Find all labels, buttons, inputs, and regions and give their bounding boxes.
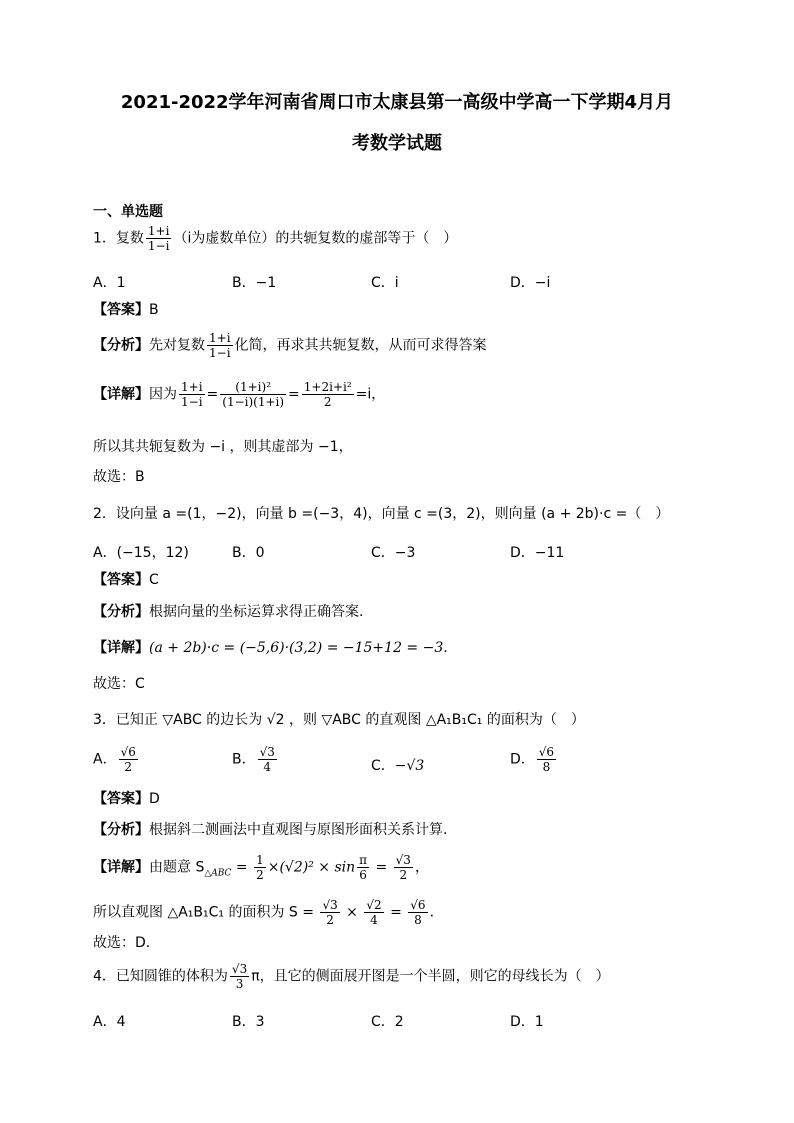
- q3-option-a-label: A．: [93, 751, 117, 768]
- q1-detail-fraction-2-numerator: (1+i)²: [220, 380, 286, 395]
- q3-answer: [93, 792, 160, 806]
- q1-analysis-suffix: 化简，再求其共轭复数，从而可求得答案: [234, 337, 487, 354]
- q2-choice: 故选：C: [93, 676, 145, 692]
- q3-line2-fraction-2: [364, 898, 383, 927]
- q2-detail-math: (a + 2b)·c = (−5,6)·(3,2) = −15+12 = −3.: [149, 640, 448, 656]
- q3-option-a-numerator: √6: [120, 745, 136, 759]
- q1-analysis-fraction: [207, 331, 233, 360]
- q3-option-b: [232, 745, 279, 774]
- q1-detail-fraction-2-denominator: (1−i)(1+i): [222, 395, 285, 409]
- q3-detail-fraction-3-denominator: 2: [399, 868, 408, 882]
- q4-option-b: B．3: [232, 1014, 265, 1030]
- q3-detail-fraction-3: [394, 853, 413, 882]
- q1-analysis-prefix: 先对复数: [149, 337, 205, 354]
- q1-analysis-fraction-denominator: 1−i: [209, 346, 231, 360]
- q1-analysis-fraction-numerator: 1+i: [209, 331, 231, 345]
- q3-detail-subscript: △ABC: [204, 868, 232, 879]
- q3-line2-fraction-3: [408, 898, 427, 927]
- q1-stem-suffix: （i为虚数单位）的共轭复数的虚部等于（ ）: [173, 230, 458, 247]
- q3-analysis-tag: 【分析】: [93, 822, 149, 838]
- document-title-line-2: 考数学试题: [352, 133, 442, 154]
- q1-detail-fraction-1-denominator: 1−i: [181, 395, 203, 409]
- q1-analysis-tag: 【分析】: [93, 337, 149, 354]
- q3-option-d: [510, 745, 558, 774]
- q3-detail-suffix: ，: [414, 859, 429, 876]
- q3-line2-fraction-2-denominator: 4: [370, 913, 378, 927]
- q3-option-d-label: D．: [510, 751, 535, 768]
- q1-option-c: C．i: [371, 275, 399, 291]
- q3-detail: [93, 853, 429, 882]
- q1-answer-tag: 【答案】: [93, 302, 149, 318]
- q3-line2-fraction-1: [320, 898, 339, 927]
- q1-answer: [93, 303, 159, 317]
- q3-line2-fraction-3-numerator: √6: [410, 898, 426, 912]
- q1-detail-fraction-1-numerator: 1+i: [181, 380, 203, 394]
- q1-detail-line-2: 所以其共轭复数为 −i ，则其虚部为 −1，: [93, 439, 353, 455]
- q3-option-a-denominator: 2: [124, 760, 133, 774]
- q3-option-b-label: B．: [232, 751, 256, 768]
- q2-analysis-tag: 【分析】: [93, 604, 149, 620]
- q4-fraction-numerator: √3: [231, 962, 248, 976]
- q3-detail-fraction-3-numerator: √3: [395, 853, 411, 867]
- q1-option-d: D．−i: [510, 275, 551, 291]
- q3-line2-fraction-3-denominator: 8: [414, 913, 422, 927]
- q2-option-c: C．−3: [371, 545, 416, 561]
- q4-stem-suffix: π，且它的侧面展开图是一个半圆，则它的母线长为（ ）: [251, 968, 610, 985]
- q3-option-a-fraction: [119, 745, 138, 774]
- q3-option-a: [93, 745, 140, 774]
- q3-detail-tag: 【详解】: [93, 859, 149, 876]
- q1-choice: 故选：B: [93, 469, 145, 485]
- q1-analysis: [93, 331, 487, 360]
- q1-detail-fraction-2: [220, 380, 286, 409]
- q3-line2-prefix: 所以直观图 △A₁B₁C₁ 的面积为 S =: [93, 904, 319, 921]
- q1-detail-fraction-3-denominator: 2: [323, 395, 332, 409]
- q3-detail-fraction-1-numerator: 1: [256, 853, 264, 867]
- q1-detail-fraction-1: [179, 380, 205, 409]
- q3-option-c: [371, 755, 424, 775]
- q1-fraction-numerator: 1+i: [147, 224, 170, 238]
- q4-stem-prefix: 4．已知圆锥的体积为: [93, 968, 228, 985]
- q4-fraction: [230, 962, 249, 991]
- q1-fraction-denominator: 1−i: [147, 239, 170, 253]
- q3-answer-value: D: [149, 791, 160, 807]
- question-3-stem: 3．已知正 ▽ABC 的边长为 √2 ，则 ▽ABC 的直观图 △A₁B₁C₁ 的面积为（ ）: [93, 712, 585, 728]
- q2-option-b: B．0: [232, 545, 265, 561]
- q1-option-b: B．−1: [232, 275, 277, 291]
- q4-option-a: A．4: [93, 1014, 126, 1030]
- q3-option-d-denominator: 8: [542, 760, 551, 774]
- q3-detail-product: ×(√2)² × sin: [267, 859, 356, 876]
- document-title-line-1: 2021-2022学年河南省周口市太康县第一高级中学高一下学期4月月: [120, 92, 674, 113]
- q3-detail-eq-1: =: [231, 859, 253, 876]
- q3-line2-fraction-2-numerator: √2: [366, 898, 382, 912]
- q2-option-a: A．(−15，12): [93, 545, 189, 561]
- q3-detail-eq-2: =: [371, 859, 392, 876]
- q2-answer-value: C: [149, 572, 159, 588]
- q2-analysis-text: 根据向量的坐标运算求得正确答案.: [149, 604, 364, 620]
- q3-line2-eq: =: [385, 904, 407, 921]
- q1-detail-prefix: 因为: [149, 386, 177, 403]
- q3-analysis: [93, 823, 447, 837]
- q3-answer-tag: 【答案】: [93, 791, 149, 807]
- q3-choice: 故选：D．: [93, 935, 160, 951]
- q3-option-c-value: −√3: [394, 758, 425, 774]
- q3-option-d-fraction: [537, 745, 556, 774]
- q1-detail: 【详解】因为 $\frac{1+i}{1-i}$ = $\frac{\text{(1+i)²}}{(1-i)(1+i)}$ = $\frac{\text{1+2i+i²}}{2}$ =i，: [93, 380, 386, 409]
- q3-detail-line-2: [93, 898, 444, 927]
- q2-option-d: D．−11: [510, 545, 565, 561]
- q1-answer-value: B: [149, 302, 159, 318]
- q2-detail-tag: 【详解】: [93, 640, 149, 656]
- q3-detail-fraction-1: [254, 853, 266, 882]
- q1-detail-fraction-3: [302, 380, 354, 409]
- q1-option-a: A．1: [93, 275, 126, 291]
- q3-detail-fraction-2-numerator: π: [359, 853, 368, 867]
- q1-fraction: [146, 224, 172, 253]
- q4-option-c: C．2: [371, 1014, 404, 1030]
- q3-detail-prefix: 由题意 S: [149, 859, 205, 876]
- q1-detail-suffix: =i，: [355, 386, 386, 403]
- q3-option-c-label: C．: [371, 758, 395, 774]
- q3-detail-fraction-2: [357, 853, 369, 882]
- q1-stem-prefix: 1．复数: [93, 230, 144, 247]
- q3-option-d-numerator: √6: [538, 745, 555, 759]
- q2-answer-tag: 【答案】: [93, 572, 149, 588]
- question-1-stem: [93, 224, 457, 253]
- q4-fraction-denominator: 3: [235, 977, 244, 991]
- question-4-stem: [93, 962, 610, 991]
- q3-analysis-text: 根据斜二测画法中直观图与原图形面积关系计算.: [149, 822, 448, 838]
- question-2-stem: 2．设向量 a =(1，−2)，向量 b =(−3，4)，向量 c =(3，2)，则向量 (a + 2b)·c =（ ）: [93, 506, 670, 522]
- section-heading: 一、单选题: [93, 204, 163, 220]
- q3-line2-suffix: ．: [429, 904, 444, 921]
- q1-detail-tag: 【详解】: [93, 386, 149, 403]
- q2-answer: [93, 573, 159, 587]
- q3-line2-fraction-1-numerator: √3: [322, 898, 338, 912]
- q3-line2-fraction-1-denominator: 2: [326, 913, 334, 927]
- q2-analysis: [93, 605, 363, 619]
- q3-detail-fraction-1-denominator: 2: [256, 868, 264, 882]
- q1-detail-fraction-3-numerator: 1+2i+i²: [303, 380, 352, 394]
- q3-option-b-numerator: √3: [259, 745, 275, 759]
- q3-detail-fraction-2-denominator: 6: [359, 868, 367, 882]
- q3-line2-times: ×: [341, 904, 363, 921]
- q2-detail: [93, 641, 448, 655]
- q3-option-b-fraction: [258, 745, 277, 774]
- q3-option-b-denominator: 4: [263, 760, 272, 774]
- q4-option-d: D．1: [510, 1014, 544, 1030]
